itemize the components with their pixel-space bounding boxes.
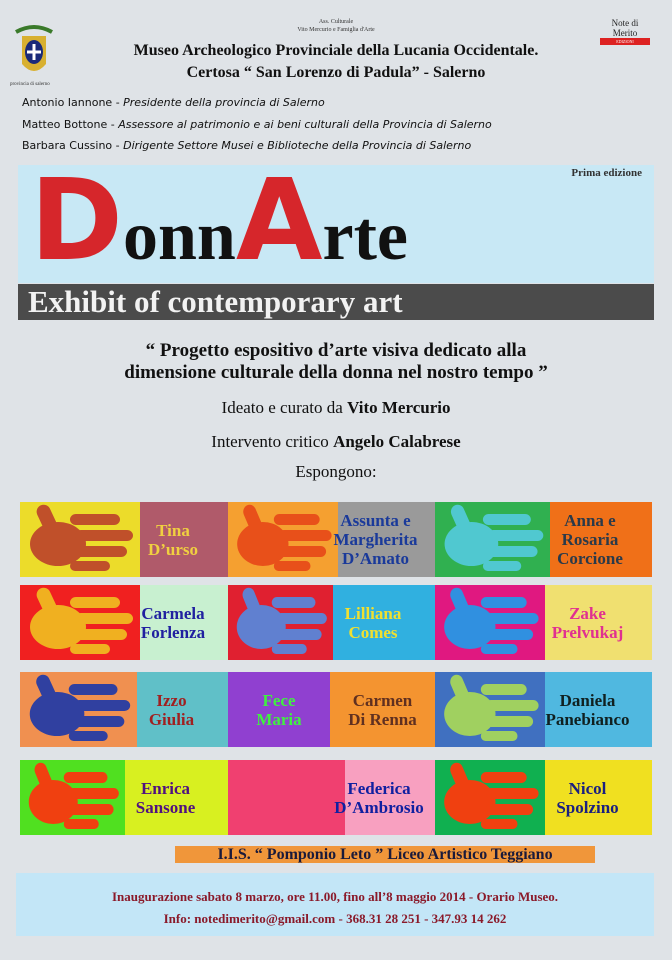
project-description-line: “ Progetto espositivo d’arte visiva dedicato alla (145, 340, 527, 361)
person-line (22, 139, 471, 152)
association-line: Ass. Culturale (318, 19, 354, 25)
artist-name-line: Carmen (352, 690, 413, 710)
critic-name: Angelo Calabrese (333, 432, 461, 451)
artist-name-line: Rosaria (561, 530, 619, 549)
artist-name-line: Tina (156, 520, 190, 540)
artist-name (323, 760, 435, 835)
artist-name-line: Di Renna (348, 709, 417, 729)
artist-tile (550, 502, 652, 577)
artist-tile (333, 585, 435, 660)
artist-name (118, 502, 228, 577)
publisher-name: Note di Merito (611, 18, 639, 38)
title-letter-d: D (30, 165, 123, 283)
person-role: Dirigente Settore Musei e Biblioteche della Provincia di Salerno (123, 139, 472, 152)
museum-name: Museo Archeologico Provinciale della Lucania Occidentale. (133, 42, 539, 59)
curator-label: Ideato e curato da (221, 398, 348, 417)
artist-tile (330, 672, 435, 747)
artist-name-line: Sansone (135, 797, 196, 817)
title-part: onn (122, 198, 236, 275)
artist-name-line: D’urso (147, 539, 199, 559)
artist-name-line: Margherita (333, 530, 418, 549)
artist-name-line: Enrica (140, 778, 191, 798)
artist-tile (140, 585, 228, 660)
person-name: Antonio Iannone - (22, 96, 124, 109)
artist-tile (333, 502, 435, 577)
artist-name (523, 672, 652, 747)
title-letter-a: A (235, 165, 323, 283)
critic-line (0, 432, 672, 452)
contact-info: Info: notedimerito@gmail.com - 368.31 28 251 - 347.93 14 262 (163, 911, 507, 926)
artist-name (316, 502, 435, 577)
artist-name-line: Spolzino (556, 797, 619, 817)
artist-name-line: Assunta e (340, 511, 411, 530)
artist-name-line: Fece (262, 690, 296, 710)
artist-name-line: Anna e (564, 511, 616, 530)
person-role: Assessore al patrimonio e ai beni culturali della Provincia di Salerno (118, 118, 492, 131)
artist-name-line: D’Ambrosio (334, 797, 424, 817)
association-line: Vito Mercurio e Famiglia d'Arte (297, 27, 375, 33)
artist-name-line: Corcione (557, 549, 623, 568)
artist-name-line: Prelvukaj (551, 622, 624, 642)
project-description-line: dimensione culturale della donna nel nostro tempo ” (124, 362, 548, 383)
person-line (22, 118, 492, 131)
title-part: rte (322, 198, 408, 275)
subtitle-bar: Exhibit of contemporary art (18, 284, 654, 320)
title-banner (18, 165, 654, 283)
artist-name-line: Nicol (568, 778, 607, 798)
person-name: Barbara Cussino - (22, 139, 124, 152)
artist-name-line: Zake (569, 603, 606, 623)
artist-tile (140, 502, 228, 577)
person-line (22, 96, 325, 109)
artist-name-line: Comes (348, 622, 398, 642)
person-name: Matteo Bottone - (22, 118, 119, 131)
opening-dates: Inaugurazione sabato 8 marzo, ore 11.00, fino all’8 maggio 2014 - Orario Museo. (111, 889, 559, 904)
association-name (236, 18, 436, 34)
artist-tile (545, 672, 652, 747)
artist-name (523, 585, 652, 660)
info-box (16, 873, 654, 936)
artist-name-line: Panebianco (545, 709, 630, 729)
artist-name-line: Giulia (148, 709, 195, 729)
donnarte-title (30, 165, 408, 283)
artist-name (528, 502, 652, 577)
artist-name-line: Maria (256, 709, 302, 729)
artist-name-line: Lilliana (344, 603, 402, 623)
artist-name (103, 760, 228, 835)
artist-name (311, 585, 435, 660)
publisher-logo (600, 18, 650, 45)
artist-name (118, 585, 228, 660)
critic-label: Intervento critico (211, 432, 334, 451)
artist-tile (125, 760, 228, 835)
person-role: Presidente della provincia di Salerno (123, 96, 325, 109)
edition-label: Prima edizione (571, 167, 642, 179)
publisher-sub: EDIZIONI (600, 38, 650, 45)
artist-name (115, 672, 228, 747)
artist-tile (137, 672, 228, 747)
artist-name-line: Carmela (141, 603, 205, 623)
artist-tile (334, 760, 435, 835)
museum-location: Certosa “ San Lorenzo di Padula” - Salerno (186, 64, 486, 81)
artist-name-line: Federica (347, 778, 411, 798)
artist-tile (228, 672, 330, 747)
artist-name (228, 672, 330, 747)
curator-line (0, 398, 672, 418)
artist-name-line: Daniela (559, 690, 616, 710)
artist-name-line: D’Amato (341, 549, 410, 568)
artist-tile (545, 760, 652, 835)
artist-name (523, 760, 652, 835)
exhibitors-label: Espongono: (295, 462, 377, 481)
artist-name-line: Forlenza (140, 622, 206, 642)
artist-tile (545, 585, 652, 660)
curator-name: Vito Mercurio (347, 398, 451, 417)
artist-name (330, 672, 435, 747)
artist-name-line: Izzo (156, 690, 187, 710)
crest-caption: provincia di salerno (10, 82, 50, 87)
school-label: I.I.S. “ Pomponio Leto ” Liceo Artistico Teggiano (175, 846, 595, 863)
